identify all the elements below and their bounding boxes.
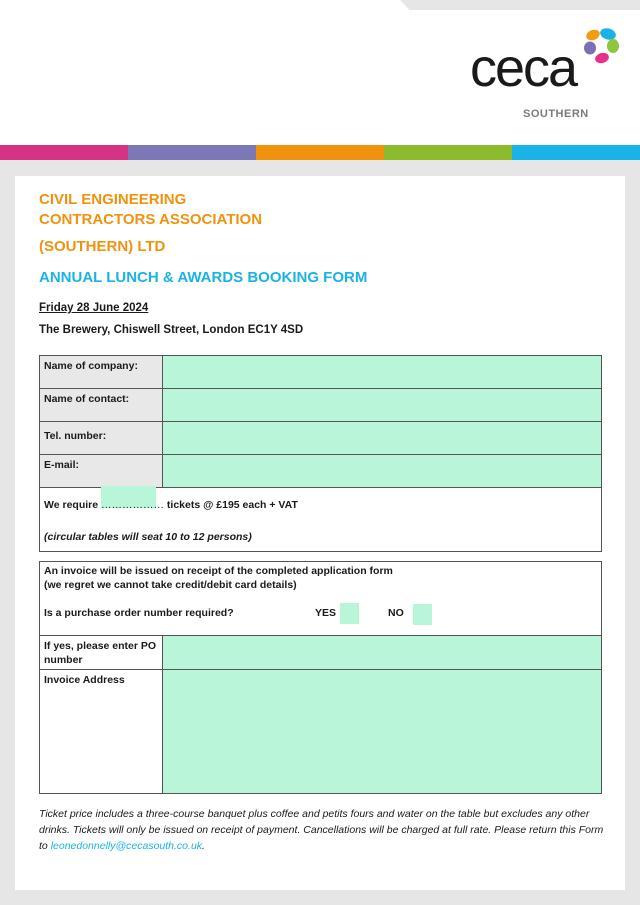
stripe-green [384, 145, 512, 160]
stripe-blue [512, 145, 640, 160]
logo-dot-orange [585, 28, 602, 42]
tickets-line [44, 499, 298, 511]
tickets-suffix: tickets @ £195 each + VAT [164, 499, 298, 511]
organisation-name [39, 190, 262, 257]
address-label: Invoice Address [40, 670, 163, 793]
contact-row [40, 389, 601, 421]
po-row [40, 636, 601, 669]
footer-text: Ticket price includes a three-course banquet plus coffee and petits fours and water on the table but excludes any other drinks. Tickets will only be issued on receipt of payment. Cancellations will be charged at full rate. Please return this Form to [39, 808, 604, 852]
event-venue: The Brewery, Chiswell Street, London EC1Y 4SD [39, 324, 304, 336]
company-label: Name of company: [40, 356, 163, 388]
no-label: NO [388, 607, 404, 619]
po-question: Is a purchase order number required? [44, 607, 234, 619]
color-stripe-bar [0, 145, 640, 160]
stripe-pink [0, 145, 128, 160]
stripe-purple [128, 145, 256, 160]
org-line-3: (SOUTHERN) LTD [39, 238, 166, 255]
email-input[interactable] [163, 455, 601, 487]
po-input[interactable] [163, 636, 601, 669]
company-row [40, 356, 601, 388]
page-header [0, 0, 640, 145]
tickets-prefix: We require [44, 499, 101, 511]
tel-label: Tel. number: [40, 422, 163, 454]
tickets-note: (circular tables will seat 10 to 12 persons) [44, 531, 252, 543]
invoice-note-2: (we regret we cannot take credit/debit card details) [44, 579, 297, 591]
email-label: E-mail: [40, 455, 163, 487]
org-line-1: CIVIL ENGINEERING [39, 191, 187, 208]
tel-input[interactable] [163, 422, 601, 454]
address-row [40, 670, 601, 793]
header-corner [400, 0, 640, 10]
logo-wordmark: ceca [470, 38, 577, 98]
contact-label: Name of contact: [40, 389, 163, 421]
org-line-2: CONTRACTORS ASSOCIATION [39, 211, 263, 228]
po-label: If yes, please enter PO number [40, 636, 163, 669]
company-input[interactable] [163, 356, 601, 388]
tickets-dots: ……………… [101, 499, 164, 511]
logo-dot-green [607, 39, 619, 53]
yes-checkbox[interactable] [340, 603, 359, 624]
footer-end: . [202, 840, 205, 852]
footer-note [39, 806, 609, 854]
logo-subtitle: SOUTHERN [523, 108, 589, 120]
no-checkbox[interactable] [413, 604, 432, 625]
logo-dot-pink [594, 51, 610, 64]
form-page [15, 176, 625, 890]
invoice-note-1: An invoice will be issued on receipt of the completed application form [44, 565, 393, 577]
address-input[interactable] [163, 670, 601, 793]
ceca-logo [470, 28, 620, 128]
return-email-link[interactable]: leonedonnelly@cecasouth.co.uk [50, 840, 203, 852]
form-title: ANNUAL LUNCH & AWARDS BOOKING FORM [39, 269, 368, 286]
contact-input[interactable] [163, 389, 601, 421]
yes-label: YES [315, 607, 337, 619]
stripe-orange [256, 145, 384, 160]
event-date: Friday 28 June 2024 [39, 302, 149, 314]
tel-row [40, 422, 601, 454]
logo-dot-purple [584, 42, 596, 55]
email-row [40, 455, 601, 487]
contact-table [39, 355, 602, 552]
invoice-table [39, 561, 602, 794]
